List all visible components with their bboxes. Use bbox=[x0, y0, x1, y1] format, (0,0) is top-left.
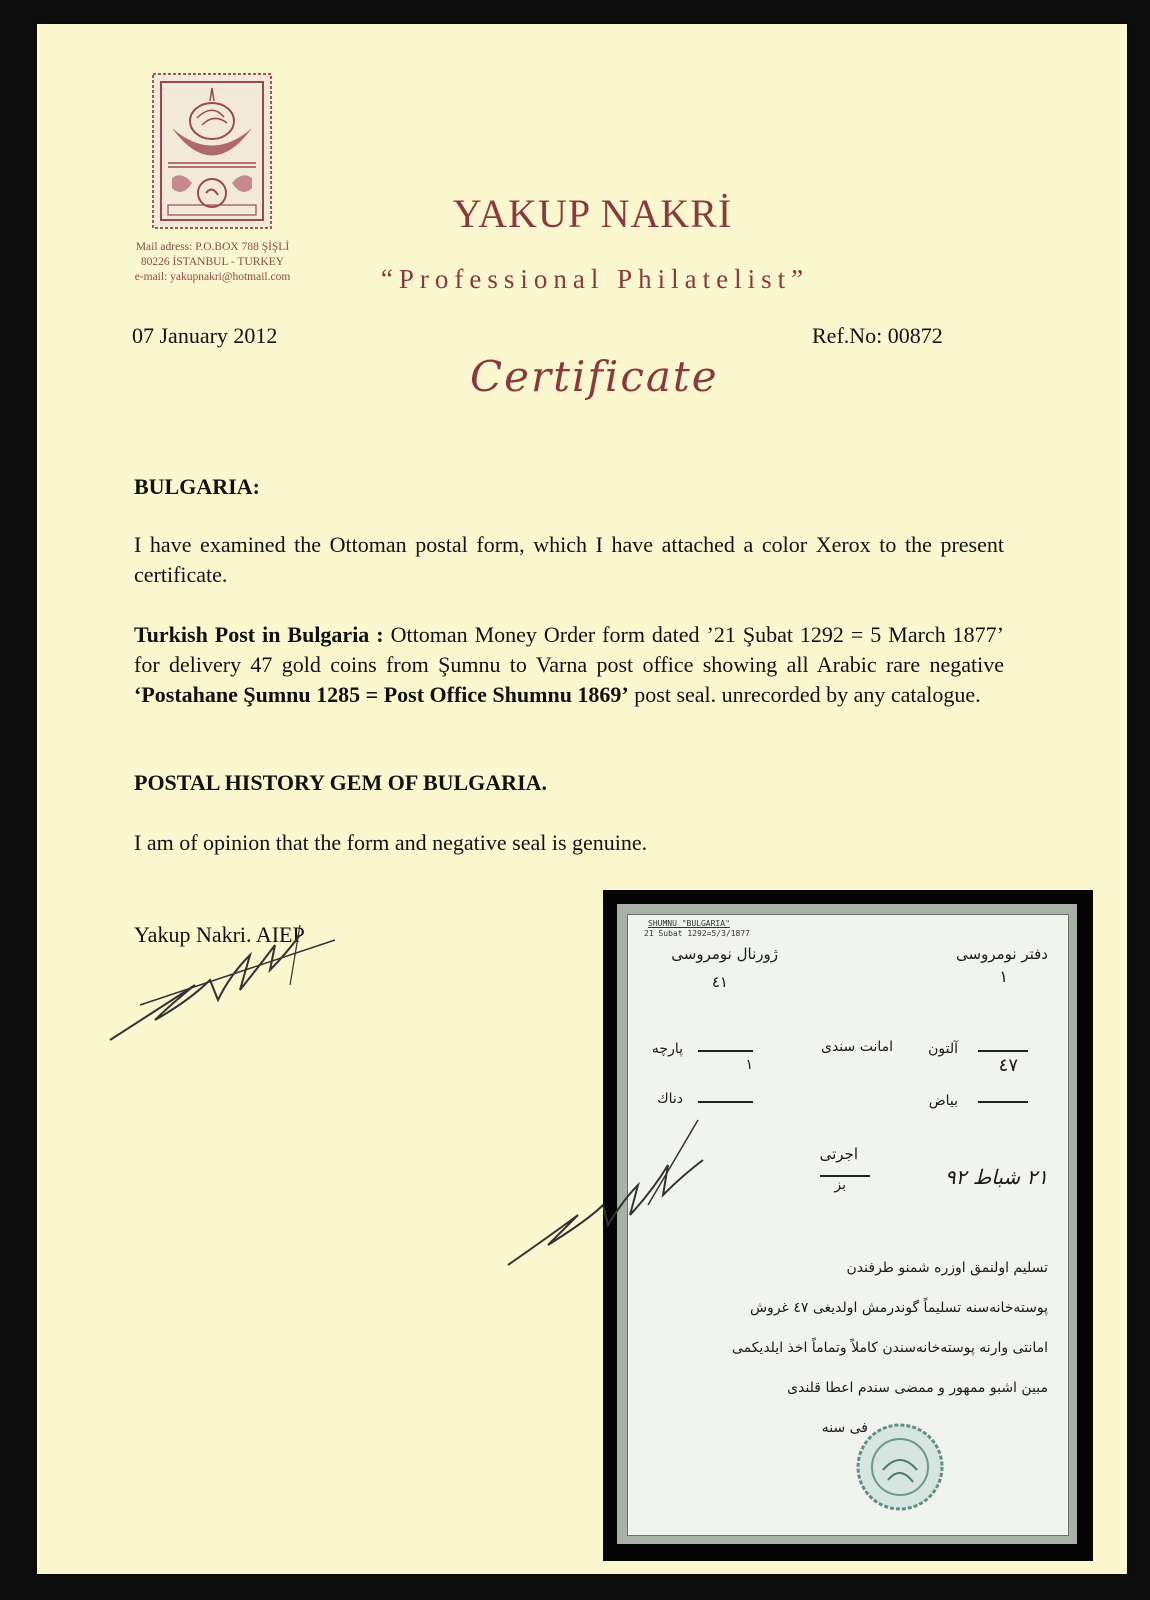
description-lead: Turkish Post in Bulgaria : bbox=[134, 622, 384, 647]
mail-line-1: Mail adress: P.O.BOX 788 ŞİŞLİ bbox=[135, 241, 290, 253]
form-note-1: SHUMNU "BULGARIA" bbox=[648, 919, 730, 928]
form-piece-val: ١ bbox=[745, 1057, 753, 1073]
form-line-2: پوسته‌خانه‌سنه تسلیماً گوندرمش اولدیغی ٤٧ غروش bbox=[749, 1300, 1048, 1316]
reference-number: Ref.No: 00872 bbox=[812, 323, 943, 348]
form-piece: پارچه bbox=[651, 1041, 683, 1057]
form-line-1: تسلیم اولنمق اوزره شمنو طرفندن bbox=[846, 1260, 1048, 1276]
form-dang: دناك bbox=[657, 1091, 683, 1107]
gem-heading: POSTAL HISTORY GEM OF BULGARIA. bbox=[134, 770, 548, 795]
handwritten-signature bbox=[100, 925, 350, 1065]
brand-name: YAKUP NAKRİ bbox=[452, 191, 733, 236]
form-dang-line bbox=[698, 1101, 753, 1103]
signer-name: Yakup Nakri. AIEP bbox=[134, 922, 305, 947]
form-signature bbox=[498, 1115, 738, 1275]
form-paper bbox=[627, 914, 1069, 1536]
form-fee: اجرتی bbox=[819, 1145, 858, 1163]
certificate-date: 07 January 2012 bbox=[132, 323, 278, 348]
form-gold: آلتون bbox=[928, 1041, 958, 1057]
form-silver: بیاض bbox=[928, 1093, 958, 1109]
paragraph-description bbox=[134, 620, 1004, 710]
paragraph-examination: I have examined the Ottoman postal form, which I have attached a color Xerox to the present certificate. bbox=[134, 532, 1004, 587]
certificate-title: Certificate bbox=[470, 352, 719, 401]
mail-line-3: e-mail: yakupnakri@hotmail.com bbox=[134, 271, 291, 283]
ottoman-stamp-logo bbox=[152, 73, 272, 229]
form-deposit: امانت سندی bbox=[820, 1039, 893, 1055]
attached-form-image bbox=[603, 890, 1093, 1561]
form-journal-no: ژورنال نومروسی bbox=[671, 945, 778, 963]
country-heading: BULGARIA: bbox=[134, 474, 260, 499]
form-piece-line bbox=[698, 1050, 753, 1052]
paragraph-opinion: I am of opinion that the form and negative seal is genuine. bbox=[134, 830, 648, 855]
negative-post-seal bbox=[853, 1420, 948, 1515]
description-text-a: Ottoman Money Order form dated ’21 Şubat 1292 = 5 March 1877’ for delivery 47 gold coins from Şumnu to Varna post office showing all Arabic rare negative bbox=[134, 622, 1004, 677]
form-journal-val: ٤١ bbox=[711, 973, 728, 991]
form-note-2: 21 Subat 1292=5/3/1877 bbox=[644, 929, 750, 938]
form-date-line: ٢١ شباط ٩٢ bbox=[944, 1165, 1048, 1189]
description-seal: ‘Postahane Şumnu 1285 = Post Office Shumnu 1869’ bbox=[134, 682, 629, 707]
form-line-5: فی سنه bbox=[821, 1420, 868, 1436]
form-gold-val: ٤٧ bbox=[998, 1055, 1018, 1076]
form-border bbox=[617, 904, 1077, 1544]
form-gold-line bbox=[978, 1050, 1028, 1052]
description-text-b: post seal. unrecorded by any catalogue. bbox=[628, 682, 981, 707]
form-silver-line bbox=[978, 1101, 1028, 1103]
mail-line-2: 80226 İSTANBUL - TURKEY bbox=[140, 256, 285, 268]
mail-address bbox=[110, 240, 315, 285]
form-line-4: مبین اشبو ممهور و ممضی سندم اعطا قلندی bbox=[787, 1380, 1048, 1396]
brand-subtitle: “Professional Philatelist” bbox=[380, 264, 810, 294]
form-fee-val: بز bbox=[834, 1177, 846, 1193]
form-line-3: امانتی وارنه پوسته‌خانه‌سندن کاملاً وتماماً اخذ ایلدیکمی bbox=[731, 1340, 1048, 1356]
form-register-no: دفتر نومروسی bbox=[956, 945, 1048, 963]
form-register-val: ١ bbox=[999, 967, 1008, 986]
